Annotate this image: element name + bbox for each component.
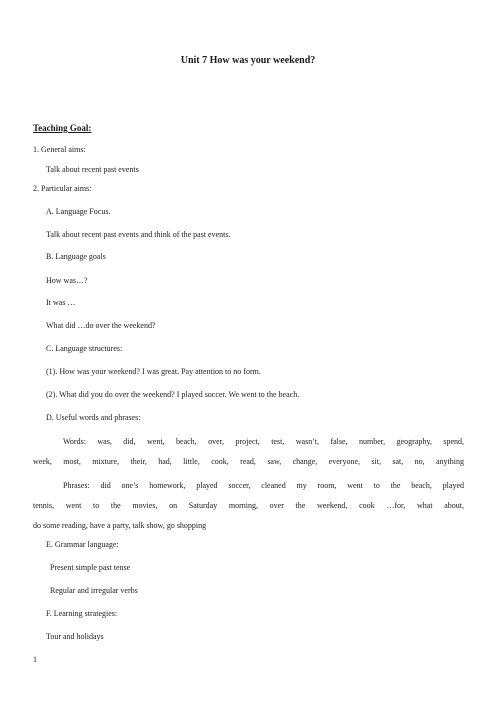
words-line: week, most, mixture, their, had, little, cook, read, saw, change, everyone, sit, sat, no, anything: [33, 457, 464, 466]
phrases-paragraph: [33, 481, 464, 531]
phrases-line: Phrases: did one’s homework, played soccer, cleaned my room, went to the beach, played: [63, 481, 464, 490]
language-structures-line: (2). What did you do over the weekend? I played soccer. We went to the beach.: [46, 390, 300, 399]
page-number: 1: [33, 655, 37, 664]
language-goals-line: How was…?: [46, 276, 88, 285]
language-focus-text: Talk about recent past events and think of the past events.: [46, 230, 231, 239]
language-goals-line: What did …do over the weekend?: [46, 321, 156, 330]
teaching-goal-heading: Teaching Goal:: [33, 123, 92, 133]
language-goals-heading: B. Language goals: [46, 252, 106, 261]
phrases-line: tennis, went to the movies, on Saturday morning, over the weekend, cook …for, what about,: [33, 501, 464, 510]
phrases-line: do some reading, have a party, talk show, go shopping: [33, 521, 207, 530]
learning-strategies-line: Tour and holidays: [46, 632, 104, 641]
page-title: Unit 7 How was your weekend?: [180, 55, 316, 66]
language-focus-heading: A. Language Focus.: [46, 207, 111, 216]
grammar-line: Regular and irregular verbs: [50, 586, 138, 595]
general-aims-text: Talk about recent past events: [46, 165, 139, 174]
words-line: Words: was, did, went, beach, over, project, test, wasn’t, false, number, geography, spend,: [63, 437, 464, 446]
general-aims-heading: 1. General aims:: [33, 145, 86, 154]
grammar-line: Present simple past tense: [50, 563, 131, 572]
words-paragraph: [33, 437, 464, 467]
language-structures-heading: C. Language structures:: [46, 344, 123, 353]
grammar-heading: E. Grammar language:: [46, 540, 119, 549]
useful-words-heading: D. Useful words and phrases:: [46, 413, 141, 422]
language-goals-line: It was …: [46, 298, 76, 307]
language-structures-line: (1). How was your weekend? I was great. Pay attention to no form.: [46, 367, 261, 376]
particular-aims-heading: 2. Particular aims:: [33, 184, 92, 193]
learning-strategies-heading: F. Learning strategies:: [46, 609, 118, 618]
